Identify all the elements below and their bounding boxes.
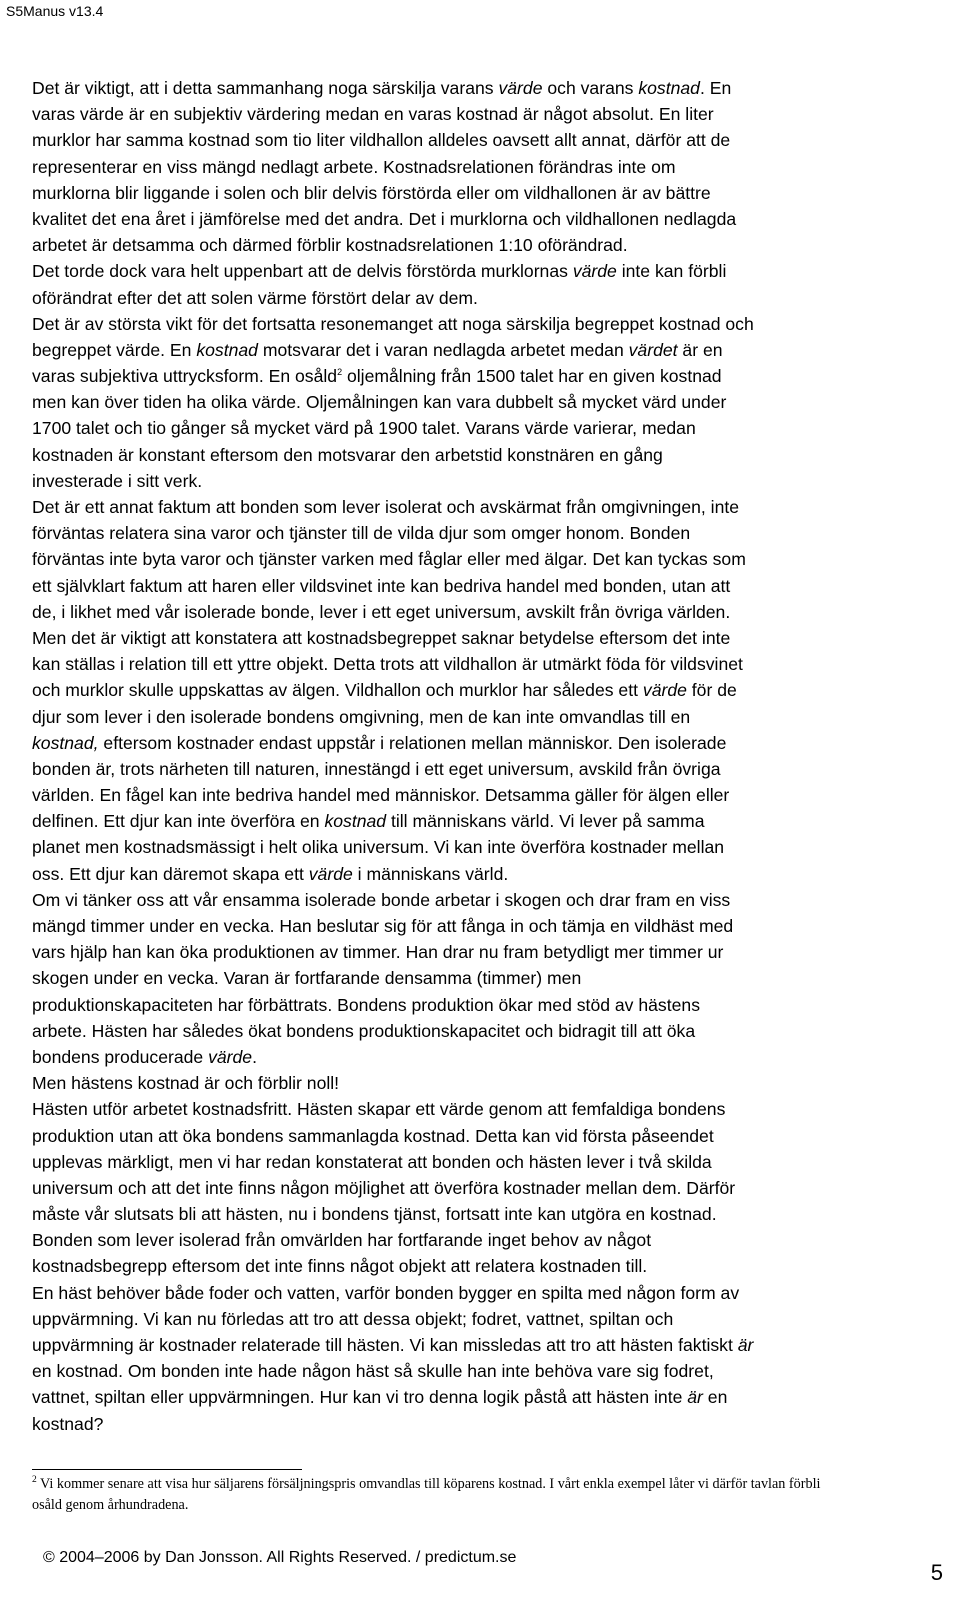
text-line: [32, 1018, 944, 1044]
text-segment: de, i likhet med vår isolerade bonde, lever i ett eget universum, avskilt från övriga världen.: [32, 601, 731, 622]
text-segment: i människans värld.: [352, 863, 509, 884]
text-segment: Men det är viktigt att konstatera att kostnadsbegreppet saknar betydelse eftersom det inte: [32, 627, 731, 648]
text-segment: och murklor skulle uppskattas av älgen. Vildhallon och murklor har således ett: [32, 680, 643, 701]
text-segment: för de: [686, 680, 737, 701]
text-segment: representerar en viss mängd nedlagt arbete. Kostnadsrelationen förändras inte om: [32, 156, 676, 177]
text-line: [32, 1358, 944, 1384]
text-segment: arbete. Hästen har således ökat bondens produktionskapacitet och bidragit till att öka: [32, 1020, 696, 1041]
text-segment: världen. En fågel kan inte bedriva handel med människor. Detsamma gäller för älgen eller: [32, 785, 730, 806]
text-segment: delfinen. Ett djur kan inte överföra en: [32, 811, 325, 832]
footnote-separator: [32, 1469, 302, 1470]
italic-term: värde: [572, 261, 617, 282]
text-line: [32, 546, 944, 572]
text-line: [32, 651, 944, 677]
footnote-line: osåld genom århundradena.: [32, 1497, 189, 1513]
text-line: [32, 180, 944, 206]
text-line: [32, 677, 944, 703]
text-segment: kvalitet det ena året i jämförelse med det andra. Det i murklorna och vildhallonen nedlagda: [32, 208, 737, 229]
text-line: [32, 285, 944, 311]
text-segment: arbetet är detsamma och därmed förblir kostnadsrelationen 1:10 oförändrad.: [32, 235, 628, 256]
footnote-text: Vi kommer senare att visa hur säljarens försäljningspris omvandlas till köparens kostnad. I vårt enkla exempel låter vi därför tavlan förbli: [36, 1476, 821, 1492]
italic-term: kostnad,: [32, 732, 99, 753]
italic-term: kostnad: [324, 811, 387, 832]
text-segment: är en: [677, 339, 723, 360]
text-line: [32, 704, 944, 730]
text-segment: universum och att det inte finns någon möjlighet att överföra kostnader mellan dem. Därför: [32, 1177, 736, 1198]
text-segment: upplevas märkligt, men vi har redan konstaterat att bonden och hästen lever i två skilda: [32, 1151, 712, 1172]
body-text: [32, 75, 944, 1437]
text-line: [32, 468, 944, 494]
text-segment: förväntas relatera sina varor och tjänster till de vilda djur som omger honom. Bonden: [32, 523, 691, 544]
text-line: [32, 599, 944, 625]
footnote: [32, 1474, 944, 1516]
text-line: [32, 1280, 944, 1306]
text-segment: kan ställas i relation till ett yttre objekt. Detta trots att vildhallon är utmärkt föda för vildsvinet: [32, 654, 743, 675]
text-segment: produktionskapaciteten har förbättrats. Bondens produktion ökar med stöd av hästens: [32, 994, 700, 1015]
text-segment: förväntas inte byta varor och tjänster varken med fåglar eller med älgar. Det kan tyckas som: [32, 549, 746, 570]
footnote-line: [32, 1474, 944, 1495]
text-segment: skogen under en vecka. Varan är fortfarande densamma (timmer) men: [32, 968, 582, 989]
text-line: [32, 756, 944, 782]
text-segment: murklorna blir liggande i solen och blir delvis förstörda eller om vildhallonen är av bättre: [32, 182, 711, 203]
text-segment: investerade i sitt verk.: [32, 470, 203, 491]
text-segment: .: [252, 1046, 257, 1067]
text-line: [32, 1253, 944, 1279]
text-segment: till människans värld. Vi lever på samma: [386, 811, 705, 832]
text-segment: Om vi tänker oss att vår ensamma isolerade bonde arbetar i skogen och drar fram en viss: [32, 889, 731, 910]
text-line: [32, 1201, 944, 1227]
text-segment: ett självklart faktum att haren eller vildsvinet inte kan bedriva handel med bonden, utan att: [32, 575, 731, 596]
text-segment: oförändrat efter det att solen värme förstört delar av dem.: [32, 287, 478, 308]
italic-term: kostnad: [638, 78, 700, 98]
italic-term: värde: [308, 863, 353, 884]
italic-term: värdet: [628, 339, 678, 360]
text-line: [32, 127, 944, 153]
text-segment: vattnet, spiltan eller uppvärmningen. Hur kan vi tro denna logik påstå att hästen inte: [32, 1387, 688, 1408]
footnote-reference: 2: [337, 367, 343, 378]
italic-term: kostnad: [196, 339, 258, 360]
text-segment: vars hjälp han kan öka produktionen av timmer. Han drar nu fram betydligt mer timmer ur: [32, 942, 724, 963]
italic-term: värde: [208, 1046, 253, 1067]
text-segment: en kostnad. Om bonden inte hade någon häst så skulle han inte behöva vare sig fodret,: [32, 1361, 714, 1382]
text-segment: Det är viktigt, att i detta sammanhang noga särskilja varans: [32, 78, 499, 98]
text-line: [32, 415, 944, 441]
text-line: [32, 75, 944, 101]
text-segment: djur som lever i den isolerade bondens omgivning, men de kan inte omvandlas till en: [32, 706, 691, 727]
text-line: [32, 101, 944, 127]
text-segment: Det är av största vikt för det fortsatta resonemanget att noga särskilja begreppet kostnad och: [32, 313, 754, 334]
text-segment: Det är ett annat faktum att bonden som lever isolerat och avskärmat från omgivningen, inte: [32, 497, 740, 517]
text-line: [32, 1149, 944, 1175]
text-segment: varas värde är en subjektiv värdering medan en varas kostnad är något absolut. En liter: [32, 104, 714, 125]
text-segment: kostnaden är konstant eftersom den motsvarar den arbetstid konstnären en gång: [32, 444, 663, 465]
text-line: [32, 1306, 944, 1332]
text-line: [32, 782, 944, 808]
text-segment: måste vår slutsats bli att hästen, nu i bondens tjänst, fortsatt inte kan utgöra en kostnad.: [32, 1204, 717, 1225]
text-segment: eftersom kostnader endast uppstår i relationen mellan människor. Den isolerade: [98, 732, 727, 753]
text-line: [32, 1384, 944, 1410]
text-line: [32, 1411, 944, 1437]
text-segment: 1700 talet och tio gånger så mycket värd på 1900 talet. Varans värde varierar, medan: [32, 418, 696, 439]
text-line: [32, 808, 944, 834]
text-segment: En häst behöver både foder och vatten, varför bonden bygger en spilta med någon form av: [32, 1282, 740, 1303]
text-line: [32, 625, 944, 651]
text-line: [32, 965, 944, 991]
text-line: [32, 337, 944, 363]
text-segment: begreppet värde. En: [32, 339, 197, 360]
footnote-marker: 2: [32, 1475, 37, 1485]
text-line: [32, 1070, 944, 1096]
text-segment: murklor har samma kostnad som tio liter vildhallon alldeles oavsett allt annat, därför att de: [32, 130, 731, 151]
text-segment: kostnadsbegrepp eftersom det inte finns något objekt att relatera kostnaden till.: [32, 1256, 648, 1277]
text-line: [32, 258, 944, 284]
text-line: [32, 520, 944, 546]
text-line: [32, 730, 944, 756]
text-line: [32, 992, 944, 1018]
footer-copyright: © 2004–2006 by Dan Jonsson. All Rights Reserved. / predictum.se: [43, 1549, 517, 1566]
text-line: [32, 494, 944, 520]
text-line: [32, 232, 944, 258]
text-line: [32, 1123, 944, 1149]
text-segment: mängd timmer under en vecka. Han beslutar sig för att fånga in och tämja en vildhäst med: [32, 916, 734, 936]
text-segment: uppvärmning. Vi kan nu förledas att tro att dessa objekt; fodret, vattnet, spiltan och: [32, 1308, 674, 1329]
page-number: 5: [930, 1560, 943, 1585]
text-segment: . En: [699, 78, 732, 98]
text-line: [32, 1332, 944, 1358]
text-line: [32, 311, 944, 337]
text-segment: inte kan förbli: [616, 261, 727, 282]
text-line: [32, 1096, 944, 1122]
text-line: [32, 913, 944, 939]
text-segment: motsvarar det i varan nedlagda arbetet medan: [257, 339, 629, 360]
text-line: [32, 442, 944, 468]
text-line: [32, 887, 944, 913]
text-line: [32, 573, 944, 599]
text-segment: produktion utan att öka bondens sammanlagda kostnad. Detta kan vid första påseendet: [32, 1125, 714, 1146]
text-segment: bonden är, trots närheten till naturen, innestängd i ett eget universum, avskild från övriga: [32, 758, 721, 779]
text-line: [32, 1044, 944, 1070]
text-segment: och varans: [542, 78, 639, 98]
text-segment: men kan över tiden ha olika värde. Oljemålningen kan vara dubbelt så mycket värd under: [32, 392, 727, 413]
text-segment: en: [702, 1387, 728, 1408]
document-header-title: S5Manus v13.4: [6, 3, 104, 19]
text-line: [32, 363, 944, 389]
text-segment: varas subjektiva uttrycksform. En osåld: [32, 366, 338, 387]
italic-term: är: [687, 1387, 703, 1408]
text-segment: oss. Ett djur kan däremot skapa ett: [32, 863, 309, 884]
text-line: [32, 154, 944, 180]
text-segment: planet men kostnadsmässigt i helt olika universum. Vi kan inte överföra kostnader mellan: [32, 837, 725, 858]
text-line: [32, 389, 944, 415]
text-line: [32, 1227, 944, 1253]
text-segment: Men hästens kostnad är och förblir noll!: [32, 1073, 340, 1094]
text-segment: bondens producerade: [32, 1046, 209, 1067]
text-line: [32, 861, 944, 887]
text-segment: uppvärmning är kostnader relaterade till hästen. Vi kan missledas att tro att hästen faktiskt: [32, 1335, 738, 1355]
text-line: [32, 834, 944, 860]
text-segment: oljemålning från 1500 talet har en given kostnad: [342, 366, 722, 387]
text-line: [32, 206, 944, 232]
text-segment: Bonden som lever isolerad från omvärlden har fortfarande inget behov av något: [32, 1230, 652, 1251]
italic-term: värde: [498, 78, 543, 98]
italic-term: är: [737, 1335, 754, 1355]
italic-term: värde: [642, 680, 687, 701]
text-segment: kostnad?: [32, 1413, 104, 1434]
text-line: [32, 939, 944, 965]
text-segment: Hästen utför arbetet kostnadsfritt. Hästen skapar ett värde genom att femfaldiga bondens: [32, 1099, 726, 1120]
text-segment: Det torde dock vara helt uppenbart att de delvis förstörda murklornas: [32, 261, 573, 282]
text-line: [32, 1175, 944, 1201]
